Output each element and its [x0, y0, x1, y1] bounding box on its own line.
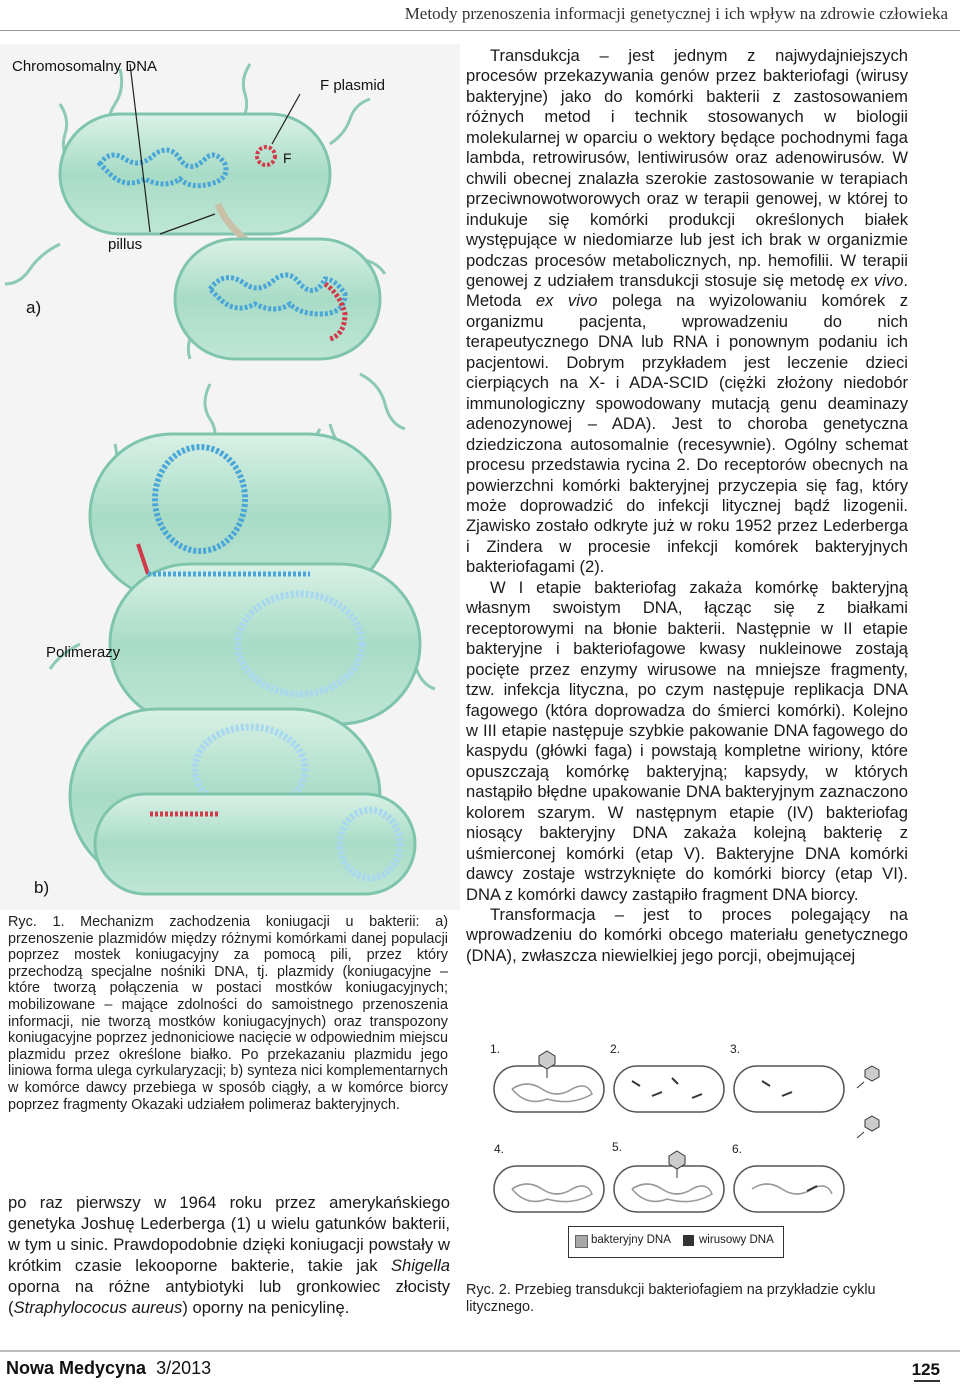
label-f: F — [283, 150, 292, 166]
text-span: po raz pierwszy w 1964 roku przez amerykańskiego genetyka Joshuę Lederberga (1) u wielu gatunków bakterii, w tym u sinic. Prawdopodobnie dzięki koniugacji powstały w krótkim czasie lekooporne bakterie, takie jak — [8, 1193, 450, 1275]
swatch-bacterial-dna — [575, 1235, 588, 1248]
figure-1 — [0, 44, 460, 910]
text-span: polega na wyizolowaniu komórek z organizmu pacjenta, wprowadzeniu do nich terapeutycznego DNA lub RNA i ponownym podaniu ich pacjentowi. Dobrym przykładem jest leczenie dzieci cierpiących na X- i ADA-SCID (ciężki złożony niedobór immunologiczny spowodowany mutacją genu deaminazy adenozynowej – ADA). Jest to choroba genetyczna dziedziczona autosomalnie (recesywnie). Ogólny schemat procesu przedstawia rycina 2. Do receptorów obecnych na powierzchni komórki bakteryjnej przyczepia się fag, który może doprowadzić do infekcji litycznej bądź lizogenii. Zjawisko zostało odkryte już w roku 1952 przez Lederberga i Zindera w procesie infekcji komórek bakteryjnych bakteriofagami (2). — [466, 291, 908, 577]
phage-head — [865, 1066, 879, 1081]
text-span: oporna na różne antybiotyki lub gronkowiec złocisty ( — [8, 1277, 450, 1317]
bacterium-step-5 — [614, 1166, 724, 1212]
journal-title: Nowa Medycyna — [6, 1358, 147, 1378]
legend-bacterial-dna: bakteryjny DNA — [591, 1234, 671, 1246]
recipient-cell-b — [110, 564, 420, 724]
left-column-paragraph — [8, 1192, 450, 1318]
page-number-underline — [914, 1380, 940, 1382]
label-a: a) — [26, 298, 42, 317]
pilus — [360, 374, 405, 429]
text-span: . Metoda — [466, 270, 908, 311]
step-1-number: 1. — [490, 1042, 501, 1056]
swatch-viral-dna — [683, 1235, 694, 1246]
bacterium-step-4 — [494, 1166, 604, 1212]
journal-issue: 3/2013 — [156, 1358, 212, 1378]
label-b: b) — [34, 878, 50, 897]
paragraph-transformacja: Transformacja – jest to proces polegający na wprowadzeniu do komórki obcego materiału genetycznego (DNA), zwłaszcza niewielkiej jego porcji, obejmującej — [466, 905, 908, 965]
italic-term: Shigella — [390, 1256, 450, 1275]
figure-2-caption: Ryc. 2. Przebieg transdukcji bakteriofagiem na przykładzie cyklu litycznego. — [466, 1282, 876, 1315]
bacterium-step-6 — [734, 1166, 844, 1212]
italic-term: ex vivo — [535, 291, 598, 311]
recipient-cell — [175, 239, 380, 359]
step-4-number: 4. — [494, 1142, 505, 1156]
text-span: ) oporny na penicylinę. — [182, 1298, 350, 1317]
step-5-number: 5. — [612, 1140, 623, 1154]
phage-head — [865, 1116, 879, 1131]
label-f-plasmid: F plasmid — [320, 77, 386, 94]
bacterium-step-2 — [614, 1066, 724, 1112]
journal-name — [6, 1358, 211, 1379]
paragraph-stages: W I etapie bakteriofag zakaża komórkę bakteryjną własnym swoistym DNA, łącząc się z białkami receptorowymi na błonie bakterii. Następnie w II etapie bakteryjne i bakteriofagowe kwasy nukleinowe zostają pocięte przez enzymy wirusowe na mniejsze fragmenty, tzw. infekcja lityczna, po czym następuje replikacja DNA fagowego (która doprowadza do śmierci komórki). Kolejno w III etapie następuje szybkie pakowanie DNA fagowego do kaspydu (główki faga) i powstają kompletne wiriony, które opuszczają komórkę bakteryjną; kapsydy, w których nastąpiło błędne upakowanie DNA bakteryjnym zaznaczono kolorem szarym. W następnym etapie (IV) bakteriofag niosący bakteryjny DNA zakaża kolejną bakterię z uśmierconej komórki (etap V). Bakteryjne DNA komórki dawcy zostaje wstrzyknięte do komórki biorcy (etap VI). DNA z komórki dawcy zastąpiło fragment DNA biorcy. — [466, 577, 908, 904]
italic-term: ex vivo — [850, 270, 904, 290]
page-number: 125 — [911, 1360, 940, 1379]
step-3-number: 3. — [730, 1042, 741, 1056]
label-chromosomal-dna: Chromosomalny DNA — [12, 58, 158, 75]
text-span: Transdukcja – jest jednym z najwydajniejszych procesów przekazywania genów przez bakteriofagi (wirusy bakteryjne) jako do komórki bakterii z zastosowaniem różnych metod i technik stosowanych w biologii molekularnej w oparciu o wektory będące pochodnymi faga lambda, retrowirusów, lentiwirusów oraz adenowirusów. W chwili obecnej znalazła szerokie zastosowanie w terapiach przeciwnowotworowych oraz w terapii genowej, w której to indukuje się komórki produkcji określonych białek występujące w niedomiarze lub jest ich brak w organizmie podczas procesów metabolicznych, np. hemofilii. W terapii genowej z udziałem transdukcji stosuje się metodę — [466, 46, 908, 290]
header-rule — [0, 30, 960, 31]
donor-cell — [60, 114, 330, 234]
pilus — [330, 99, 370, 144]
label-pillus: pillus — [108, 236, 143, 253]
right-column — [466, 46, 908, 966]
legend-viral-dna: wirusowy DNA — [699, 1234, 774, 1246]
italic-term: Straphylococus aureus — [13, 1298, 183, 1317]
figure-1-caption: Ryc. 1. Mechanizm zachodzenia koniugacji u bakterii: a) przenoszenie plazmidów między różnymi komórkami danej populacji poprzez mostek koniugacyjny za pomocą pili, przez który przechodzą specjalne nośniki DNA, tj. plazmidy (koniugacyjne – które tworzą połączenia w postaci mostków koniugacyjnych; mobilizowane – mające zdolności do samoistnego przenoszenia informacji, nie tworzą mostków koniugacyjnych) oraz transpozony koniugacyjne poprzez jednoniciowe nacięcie w odpowiednim miejscu plazmidu przez określone białko. Po przekazaniu plazmidu jego liniowa forma ulega cyrkularyzacji; b) synteza nici komplementarnych w komórce dawcy przebiega w sposób ciągły, a w komórce biorcy poprzez fragmenty Okazaki udziałem polimeraz bakteryjnych. — [8, 914, 448, 1113]
label-polimerazy: Polimerazy — [46, 644, 121, 661]
step-2-number: 2. — [610, 1042, 621, 1056]
figure-2-legend — [568, 1226, 784, 1258]
step-6-number: 6. — [732, 1142, 743, 1156]
paragraph-transdukcja — [466, 46, 908, 578]
running-head: Metody przenoszenia informacji genetycznej i ich wpływ na zdrowie człowieka — [404, 4, 948, 23]
pilus — [5, 244, 60, 284]
bacterium-step-1 — [494, 1066, 604, 1112]
bacterium-step-3 — [734, 1066, 844, 1112]
figure-1-illustration — [0, 44, 460, 910]
footer-rule — [0, 1350, 960, 1352]
figure-2 — [472, 1026, 908, 1276]
